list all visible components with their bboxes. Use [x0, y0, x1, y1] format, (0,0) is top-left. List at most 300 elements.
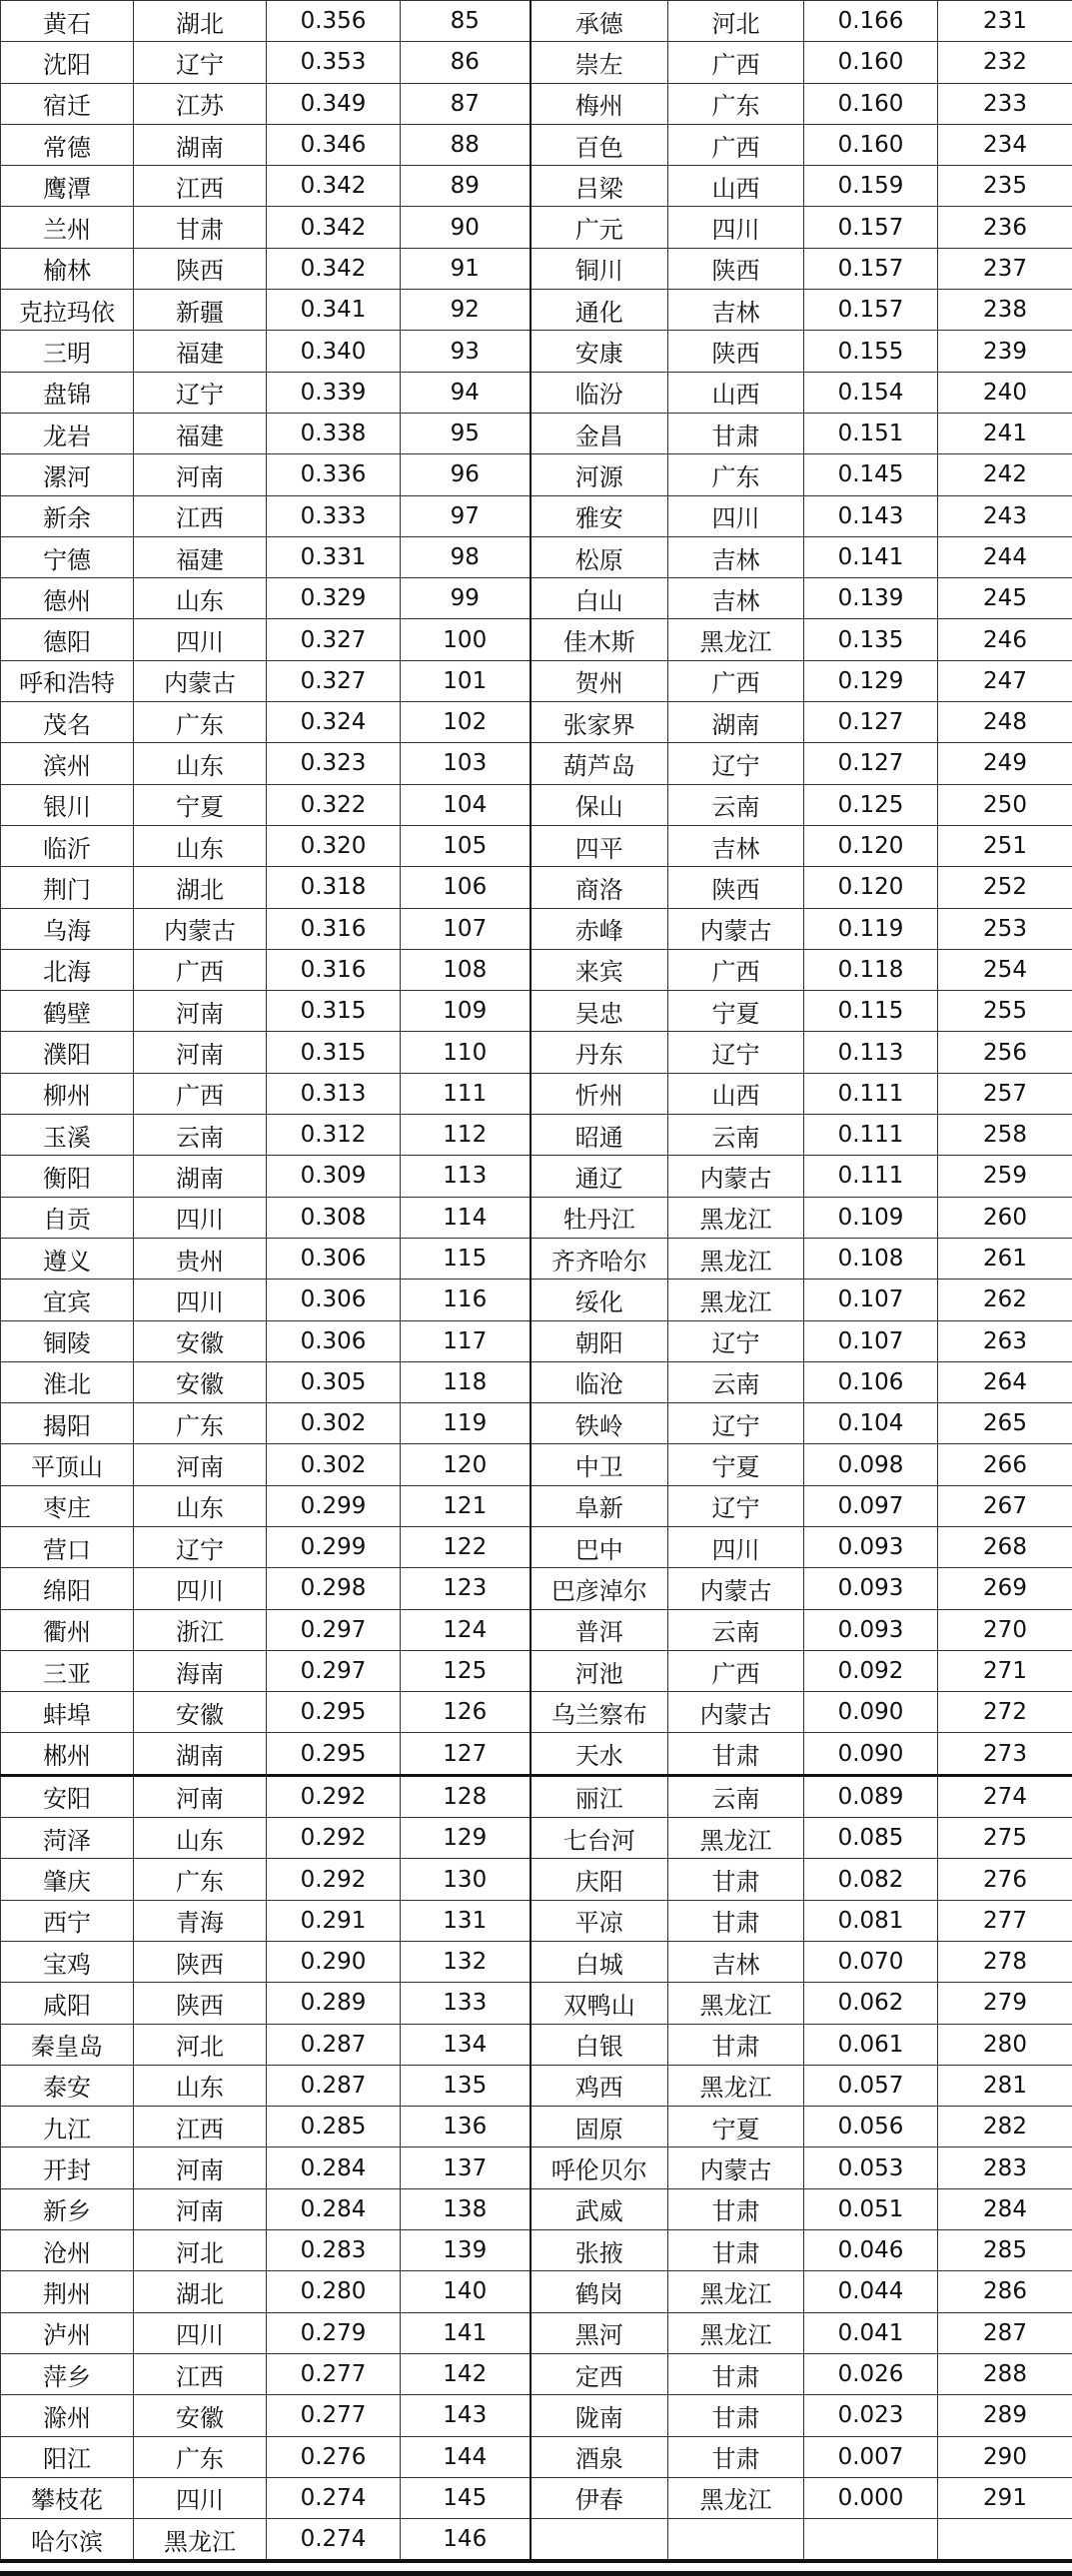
right-rank-cell: 249	[938, 743, 1072, 784]
left-province-cell: 陕西	[134, 248, 267, 289]
right-score-cell: 0.057	[804, 2065, 938, 2106]
left-score-cell: 0.302	[267, 1403, 401, 1444]
right-rank-cell: 265	[938, 1403, 1072, 1444]
table-row	[1, 1650, 1072, 1691]
right-score-cell: 0.145	[804, 454, 938, 495]
right-city-cell: 阜新	[531, 1485, 668, 1526]
left-rank-cell: 145	[401, 2477, 531, 2518]
left-city-cell: 哈尔滨	[1, 2519, 134, 2562]
table-row	[1, 1403, 1072, 1444]
right-score-cell: 0.093	[804, 1526, 938, 1567]
left-score-cell: 0.283	[267, 2230, 401, 2271]
right-city-cell: 吕梁	[531, 166, 668, 207]
left-city-cell: 榆林	[1, 248, 134, 289]
table-row	[1, 2271, 1072, 2312]
right-city-cell: 陇南	[531, 2395, 668, 2436]
left-rank-cell: 93	[401, 331, 531, 372]
right-rank-cell: 247	[938, 660, 1072, 701]
right-score-cell: 0.115	[804, 991, 938, 1032]
left-city-cell: 铜陵	[1, 1320, 134, 1361]
right-city-cell: 普洱	[531, 1609, 668, 1650]
right-score-cell: 0.157	[804, 290, 938, 331]
left-province-cell: 安徽	[134, 1320, 267, 1361]
left-province-cell: 河南	[134, 2188, 267, 2229]
right-province-cell: 吉林	[668, 578, 804, 619]
right-score-cell: 0.107	[804, 1280, 938, 1320]
left-rank-cell: 137	[401, 2147, 531, 2188]
right-city-cell: 崇左	[531, 42, 668, 83]
left-city-cell: 蚌埠	[1, 1692, 134, 1733]
left-rank-cell: 110	[401, 1032, 531, 1073]
left-city-cell: 咸阳	[1, 1983, 134, 2024]
right-rank-cell: 263	[938, 1320, 1072, 1361]
left-rank-cell: 115	[401, 1238, 531, 1279]
left-score-cell: 0.349	[267, 83, 401, 124]
left-city-cell: 北海	[1, 949, 134, 990]
left-province-cell: 广东	[134, 1859, 267, 1900]
left-province-cell: 河南	[134, 454, 267, 495]
left-province-cell: 山东	[134, 578, 267, 619]
left-province-cell: 四川	[134, 1280, 267, 1320]
right-score-cell: 0.023	[804, 2395, 938, 2436]
right-rank-cell: 236	[938, 207, 1072, 248]
left-city-cell: 茂名	[1, 702, 134, 743]
right-city-cell: 来宾	[531, 949, 668, 990]
left-city-cell: 濮阳	[1, 1032, 134, 1073]
right-province-cell: 陕西	[668, 248, 804, 289]
left-city-cell: 德州	[1, 578, 134, 619]
left-rank-cell: 112	[401, 1115, 531, 1156]
right-score-cell: 0.159	[804, 166, 938, 207]
left-city-cell: 三明	[1, 331, 134, 372]
left-rank-cell: 123	[401, 1568, 531, 1609]
left-province-cell: 四川	[134, 2477, 267, 2518]
table-row	[1, 1073, 1072, 1114]
left-province-cell: 辽宁	[134, 1526, 267, 1567]
table-row	[1, 1609, 1072, 1650]
left-rank-cell: 141	[401, 2312, 531, 2353]
table-row	[1, 1485, 1072, 1526]
table-row	[1, 2065, 1072, 2106]
right-score-cell: 0.118	[804, 949, 938, 990]
right-province-cell: 黑龙江	[668, 2271, 804, 2312]
left-score-cell: 0.333	[267, 495, 401, 536]
left-province-cell: 四川	[134, 1568, 267, 1609]
right-city-cell: 白山	[531, 578, 668, 619]
table-row	[1, 1692, 1072, 1733]
right-province-cell: 湖南	[668, 702, 804, 743]
right-score-cell	[804, 2519, 938, 2562]
left-province-cell: 四川	[134, 619, 267, 660]
left-province-cell: 河南	[134, 1032, 267, 1073]
right-rank-cell: 256	[938, 1032, 1072, 1073]
left-city-cell: 银川	[1, 784, 134, 825]
left-rank-cell: 138	[401, 2188, 531, 2229]
left-city-cell: 三亚	[1, 1650, 134, 1691]
right-province-cell: 黑龙江	[668, 1280, 804, 1320]
right-score-cell: 0.109	[804, 1197, 938, 1238]
right-province-cell: 云南	[668, 1115, 804, 1156]
left-rank-cell: 98	[401, 536, 531, 577]
left-province-cell: 云南	[134, 1115, 267, 1156]
left-score-cell: 0.342	[267, 207, 401, 248]
left-rank-cell: 134	[401, 2024, 531, 2065]
left-score-cell: 0.280	[267, 2271, 401, 2312]
right-province-cell: 广东	[668, 454, 804, 495]
table-row	[1, 207, 1072, 248]
left-city-cell: 肇庆	[1, 1859, 134, 1900]
left-score-cell: 0.287	[267, 2065, 401, 2106]
right-score-cell: 0.151	[804, 413, 938, 453]
left-city-cell: 秦皇岛	[1, 2024, 134, 2065]
left-score-cell: 0.276	[267, 2436, 401, 2477]
right-province-cell: 内蒙古	[668, 1692, 804, 1733]
left-score-cell: 0.341	[267, 290, 401, 331]
table-row	[1, 702, 1072, 743]
left-province-cell: 山东	[134, 1818, 267, 1859]
left-city-cell: 新乡	[1, 2188, 134, 2229]
left-province-cell: 广西	[134, 949, 267, 990]
right-rank-cell: 273	[938, 1733, 1072, 1775]
right-score-cell: 0.119	[804, 908, 938, 949]
left-city-cell: 黄石	[1, 1, 134, 42]
right-province-cell: 云南	[668, 1775, 804, 1817]
left-score-cell: 0.340	[267, 331, 401, 372]
left-score-cell: 0.295	[267, 1692, 401, 1733]
left-score-cell: 0.279	[267, 2312, 401, 2353]
right-province-cell: 云南	[668, 1609, 804, 1650]
left-score-cell: 0.312	[267, 1115, 401, 1156]
right-score-cell: 0.157	[804, 248, 938, 289]
right-city-cell: 通辽	[531, 1156, 668, 1197]
right-rank-cell: 289	[938, 2395, 1072, 2436]
right-city-cell: 贺州	[531, 660, 668, 701]
right-score-cell: 0.129	[804, 660, 938, 701]
left-score-cell: 0.320	[267, 825, 401, 866]
right-province-cell: 甘肃	[668, 2436, 804, 2477]
left-city-cell: 滨州	[1, 743, 134, 784]
left-city-cell: 自贡	[1, 1197, 134, 1238]
right-score-cell: 0.143	[804, 495, 938, 536]
table-row	[1, 331, 1072, 372]
right-city-cell: 天水	[531, 1733, 668, 1775]
right-city-cell: 河池	[531, 1650, 668, 1691]
left-city-cell: 宝鸡	[1, 1941, 134, 1982]
left-city-cell: 绵阳	[1, 1568, 134, 1609]
left-province-cell: 河南	[134, 1444, 267, 1485]
left-rank-cell: 126	[401, 1692, 531, 1733]
right-score-cell: 0.154	[804, 372, 938, 413]
right-score-cell: 0.127	[804, 743, 938, 784]
right-province-cell: 黑龙江	[668, 2312, 804, 2353]
left-score-cell: 0.324	[267, 702, 401, 743]
table-row	[1, 1115, 1072, 1156]
right-rank-cell: 271	[938, 1650, 1072, 1691]
right-score-cell: 0.155	[804, 331, 938, 372]
right-city-cell: 临沧	[531, 1361, 668, 1402]
right-province-cell: 吉林	[668, 290, 804, 331]
right-city-cell: 广元	[531, 207, 668, 248]
table-row	[1, 248, 1072, 289]
left-rank-cell: 144	[401, 2436, 531, 2477]
left-city-cell: 九江	[1, 2107, 134, 2147]
left-score-cell: 0.274	[267, 2519, 401, 2562]
right-province-cell: 甘肃	[668, 1859, 804, 1900]
right-rank-cell: 279	[938, 1983, 1072, 2024]
left-province-cell: 四川	[134, 1197, 267, 1238]
right-score-cell: 0.120	[804, 825, 938, 866]
left-rank-cell: 146	[401, 2519, 531, 2562]
left-score-cell: 0.346	[267, 124, 401, 165]
right-rank-cell: 231	[938, 1, 1072, 42]
left-city-cell: 衢州	[1, 1609, 134, 1650]
left-city-cell: 萍乡	[1, 2353, 134, 2394]
right-rank-cell: 267	[938, 1485, 1072, 1526]
right-rank-cell: 259	[938, 1156, 1072, 1197]
right-score-cell: 0.089	[804, 1775, 938, 1817]
left-rank-cell: 88	[401, 124, 531, 165]
left-city-cell: 荆门	[1, 867, 134, 908]
right-province-cell: 宁夏	[668, 1444, 804, 1485]
right-rank-cell: 246	[938, 619, 1072, 660]
right-city-cell: 安康	[531, 331, 668, 372]
left-score-cell: 0.315	[267, 1032, 401, 1073]
right-province-cell: 云南	[668, 1361, 804, 1402]
right-rank-cell: 286	[938, 2271, 1072, 2312]
right-city-cell: 雅安	[531, 495, 668, 536]
left-rank-cell: 122	[401, 1526, 531, 1567]
right-city-cell: 铜川	[531, 248, 668, 289]
left-score-cell: 0.306	[267, 1238, 401, 1279]
left-score-cell: 0.306	[267, 1320, 401, 1361]
right-rank-cell: 252	[938, 867, 1072, 908]
right-city-cell: 铁岭	[531, 1403, 668, 1444]
right-province-cell: 辽宁	[668, 1485, 804, 1526]
left-rank-cell: 132	[401, 1941, 531, 1982]
right-city-cell: 丹东	[531, 1032, 668, 1073]
right-rank-cell: 248	[938, 702, 1072, 743]
right-rank-cell: 287	[938, 2312, 1072, 2353]
left-score-cell: 0.284	[267, 2147, 401, 2188]
left-rank-cell: 143	[401, 2395, 531, 2436]
right-province-cell: 山西	[668, 1073, 804, 1114]
left-rank-cell: 116	[401, 1280, 531, 1320]
left-city-cell: 菏泽	[1, 1818, 134, 1859]
left-score-cell: 0.277	[267, 2353, 401, 2394]
right-province-cell: 四川	[668, 207, 804, 248]
right-city-cell: 巴彦淖尔	[531, 1568, 668, 1609]
left-score-cell: 0.289	[267, 1983, 401, 2024]
right-city-cell: 丽江	[531, 1775, 668, 1817]
right-score-cell: 0.090	[804, 1733, 938, 1775]
left-province-cell: 安徽	[134, 2395, 267, 2436]
table-row	[1, 1444, 1072, 1485]
table-row	[1, 2024, 1072, 2065]
right-rank-cell: 245	[938, 578, 1072, 619]
right-rank-cell: 233	[938, 83, 1072, 124]
right-rank-cell: 280	[938, 2024, 1072, 2065]
left-province-cell: 内蒙古	[134, 908, 267, 949]
left-score-cell: 0.356	[267, 1, 401, 42]
table-body	[1, 0, 1072, 2561]
left-score-cell: 0.313	[267, 1073, 401, 1114]
right-province-cell: 内蒙古	[668, 908, 804, 949]
left-city-cell: 遵义	[1, 1238, 134, 1279]
right-province-cell: 甘肃	[668, 2024, 804, 2065]
right-score-cell: 0.041	[804, 2312, 938, 2353]
right-province-cell: 黑龙江	[668, 2477, 804, 2518]
table-row	[1, 578, 1072, 619]
right-city-cell: 佳木斯	[531, 619, 668, 660]
right-score-cell: 0.127	[804, 702, 938, 743]
left-province-cell: 河北	[134, 2024, 267, 2065]
table-row	[1, 2107, 1072, 2147]
left-province-cell: 四川	[134, 2312, 267, 2353]
left-province-cell: 江西	[134, 166, 267, 207]
right-score-cell: 0.160	[804, 124, 938, 165]
left-rank-cell: 130	[401, 1859, 531, 1900]
left-score-cell: 0.295	[267, 1733, 401, 1775]
left-province-cell: 湖南	[134, 1733, 267, 1775]
right-score-cell: 0.125	[804, 784, 938, 825]
right-city-cell: 白银	[531, 2024, 668, 2065]
right-rank-cell: 278	[938, 1941, 1072, 1982]
right-province-cell: 辽宁	[668, 1032, 804, 1073]
right-score-cell: 0.092	[804, 1650, 938, 1691]
right-city-cell: 固原	[531, 2107, 668, 2147]
right-province-cell: 山西	[668, 166, 804, 207]
left-province-cell: 江西	[134, 495, 267, 536]
left-score-cell: 0.342	[267, 166, 401, 207]
right-rank-cell: 291	[938, 2477, 1072, 2518]
right-rank-cell: 250	[938, 784, 1072, 825]
table-row	[1, 166, 1072, 207]
table-row	[1, 1197, 1072, 1238]
right-city-cell: 保山	[531, 784, 668, 825]
table-row	[1, 2353, 1072, 2394]
left-rank-cell: 107	[401, 908, 531, 949]
left-score-cell: 0.305	[267, 1361, 401, 1402]
left-province-cell: 甘肃	[134, 207, 267, 248]
table-row	[1, 660, 1072, 701]
table-row	[1, 1, 1072, 42]
right-rank-cell: 282	[938, 2107, 1072, 2147]
right-rank-cell: 269	[938, 1568, 1072, 1609]
right-province-cell: 内蒙古	[668, 2147, 804, 2188]
right-rank-cell: 262	[938, 1280, 1072, 1320]
left-score-cell: 0.285	[267, 2107, 401, 2147]
table-row	[1, 2477, 1072, 2518]
right-city-cell: 中卫	[531, 1444, 668, 1485]
table-bottom-rule	[0, 2571, 1072, 2576]
right-rank-cell: 238	[938, 290, 1072, 331]
right-province-cell: 甘肃	[668, 2230, 804, 2271]
right-province-cell: 黑龙江	[668, 1238, 804, 1279]
right-rank-cell: 270	[938, 1609, 1072, 1650]
left-province-cell: 湖北	[134, 867, 267, 908]
left-rank-cell: 86	[401, 42, 531, 83]
right-rank-cell: 244	[938, 536, 1072, 577]
right-city-cell: 金昌	[531, 413, 668, 453]
left-province-cell: 湖南	[134, 124, 267, 165]
right-province-cell: 甘肃	[668, 2188, 804, 2229]
table-row	[1, 290, 1072, 331]
left-city-cell: 泰安	[1, 2065, 134, 2106]
right-city-cell: 双鸭山	[531, 1983, 668, 2024]
right-city-cell: 酒泉	[531, 2436, 668, 2477]
left-score-cell: 0.277	[267, 2395, 401, 2436]
left-city-cell: 德阳	[1, 619, 134, 660]
left-city-cell: 枣庄	[1, 1485, 134, 1526]
left-rank-cell: 119	[401, 1403, 531, 1444]
right-score-cell: 0.097	[804, 1485, 938, 1526]
right-city-cell: 河源	[531, 454, 668, 495]
right-score-cell: 0.111	[804, 1115, 938, 1156]
left-province-cell: 广西	[134, 1073, 267, 1114]
right-score-cell: 0.160	[804, 83, 938, 124]
left-city-cell: 开封	[1, 2147, 134, 2188]
right-rank-cell: 253	[938, 908, 1072, 949]
table-row	[1, 1238, 1072, 1279]
right-province-cell: 黑龙江	[668, 1983, 804, 2024]
right-score-cell: 0.053	[804, 2147, 938, 2188]
right-city-cell: 呼伦贝尔	[531, 2147, 668, 2188]
left-province-cell: 福建	[134, 413, 267, 453]
table-row	[1, 1361, 1072, 1402]
right-rank-cell: 234	[938, 124, 1072, 165]
left-rank-cell: 120	[401, 1444, 531, 1485]
left-score-cell: 0.316	[267, 949, 401, 990]
table-row	[1, 83, 1072, 124]
left-rank-cell: 90	[401, 207, 531, 248]
left-city-cell: 安阳	[1, 1775, 134, 1817]
table-row	[1, 2230, 1072, 2271]
left-province-cell: 辽宁	[134, 42, 267, 83]
left-score-cell: 0.327	[267, 660, 401, 701]
left-score-cell: 0.339	[267, 372, 401, 413]
table-row	[1, 2519, 1072, 2562]
table-row	[1, 1859, 1072, 1900]
right-score-cell: 0.044	[804, 2271, 938, 2312]
left-city-cell: 漯河	[1, 454, 134, 495]
right-city-cell: 齐齐哈尔	[531, 1238, 668, 1279]
left-rank-cell: 104	[401, 784, 531, 825]
right-score-cell: 0.111	[804, 1073, 938, 1114]
right-city-cell: 张掖	[531, 2230, 668, 2271]
right-rank-cell: 254	[938, 949, 1072, 990]
left-province-cell: 陕西	[134, 1983, 267, 2024]
left-score-cell: 0.297	[267, 1650, 401, 1691]
left-rank-cell: 128	[401, 1775, 531, 1817]
right-city-cell: 商洛	[531, 867, 668, 908]
left-score-cell: 0.336	[267, 454, 401, 495]
right-province-cell: 广西	[668, 1650, 804, 1691]
left-rank-cell: 111	[401, 1073, 531, 1114]
right-city-cell: 白城	[531, 1941, 668, 1982]
right-city-cell: 黑河	[531, 2312, 668, 2353]
left-rank-cell: 101	[401, 660, 531, 701]
left-score-cell: 0.322	[267, 784, 401, 825]
left-rank-cell: 139	[401, 2230, 531, 2271]
right-city-cell: 四平	[531, 825, 668, 866]
table-row	[1, 1032, 1072, 1073]
left-province-cell: 山东	[134, 825, 267, 866]
right-score-cell: 0.160	[804, 42, 938, 83]
right-province-cell: 吉林	[668, 536, 804, 577]
left-province-cell: 福建	[134, 536, 267, 577]
right-city-cell: 鹤岗	[531, 2271, 668, 2312]
right-province-cell: 内蒙古	[668, 1156, 804, 1197]
